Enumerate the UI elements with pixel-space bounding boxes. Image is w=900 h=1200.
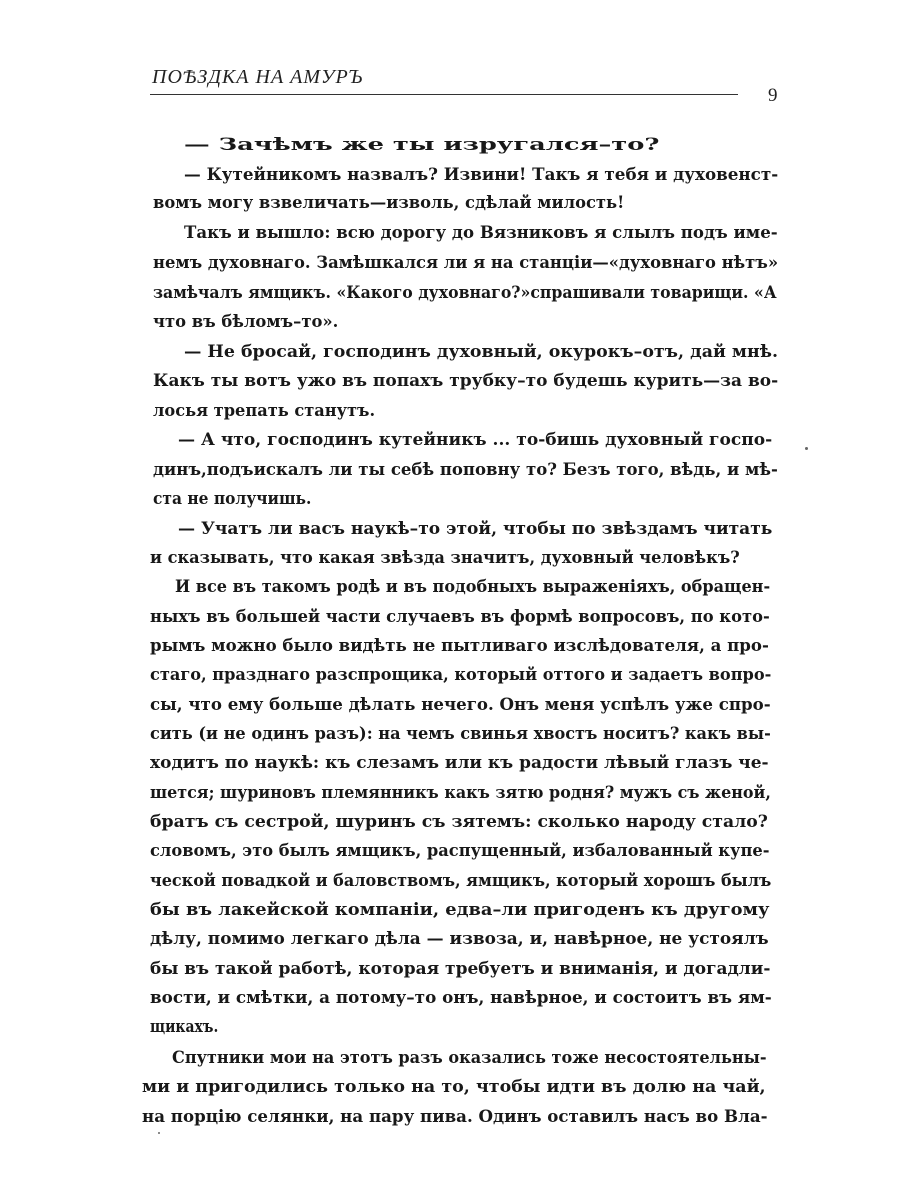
text-line: — А что, господинъ кутейникъ ... то-бишь духовный госпо- xyxy=(178,430,773,450)
text-line: словомъ, это былъ ямщикъ, распущенный, избалованный купе- xyxy=(150,841,770,861)
text-line: ходитъ по наукѣ: къ слезамъ или къ радости лѣвый глазъ че- xyxy=(150,753,769,773)
text-line: бы въ лакейской компаніи, едва–ли пригоденъ къ другому xyxy=(150,900,770,920)
text-line: ста не получишь. xyxy=(153,489,312,509)
text-line: братъ съ сестрой, шуринъ съ зятемъ: сколько народу стало? xyxy=(150,812,768,832)
text-line: шется; шуриновъ племянникъ какъ зятю родня? мужъ съ женой, xyxy=(150,783,771,803)
text-line: и сказывать, что какая звѣзда значитъ, духовный человѣкъ? xyxy=(150,548,740,568)
text-line: сы, что ему больше дѣлать нечего. Онъ меня успѣлъ уже спро- xyxy=(150,695,771,715)
text-line: рымъ можно было видѣть не пытливаго изслѣдователя, а про- xyxy=(150,636,769,656)
text-line: Такъ и вышло: всю дорогу до Вязниковъ я слылъ подъ име- xyxy=(184,223,778,243)
text-line: бы въ такой работѣ, которая требуетъ и вниманія, и догадли- xyxy=(150,959,771,979)
text-line: на порцію селянки, на пару пива. Одинъ оставилъ насъ во Вла- xyxy=(142,1107,768,1127)
text-line: Спутники мои на этотъ разъ оказались тоже несостоятельны- xyxy=(172,1048,767,1068)
text-line: вомъ могу взвеличать—изволь, сдѣлай милость! xyxy=(153,193,625,213)
text-line: стаго, празднаго разспрощика, который оттого и задаетъ вопро- xyxy=(150,665,772,685)
text-line: ныхъ въ большей части случаевъ въ формѣ вопросовъ, по кото- xyxy=(150,607,770,627)
text-line: дѣлу, помимо легкаго дѣла — извоза, и, навѣрное, не устоялъ xyxy=(150,929,769,949)
text-line: И все въ такомъ родѣ и въ подобныхъ выраженіяхъ, обращен- xyxy=(175,577,771,597)
text-line: — Не бросай, господинъ духовный, окурокъ–отъ, дай мнѣ. xyxy=(184,342,778,362)
page-number: 9 xyxy=(768,85,778,106)
text-line: замѣчалъ ямщикъ. «Какого духовнаго?»спрашивали товарищи. «А xyxy=(153,283,777,303)
text-line: Какъ ты вотъ ужо въ попахъ трубку–то будешь курить—за во- xyxy=(153,371,779,391)
text-line: динъ,подъискалъ ли ты себѣ поповну то? Безъ того, вѣдь, и мѣ- xyxy=(153,460,778,480)
text-line: сить (и не одинъ разъ): на чемъ свинья хвостъ носитъ? какъ вы- xyxy=(150,724,771,744)
print-speck xyxy=(805,447,808,450)
text-line: немъ духовнаго. Замѣшкался ли я на станціи—«духовнаго нѣтъ» xyxy=(153,253,779,273)
text-line: что въ бѣломъ–то». xyxy=(153,312,339,332)
running-head-title: ПОѢЗДКА НА АМУРЪ xyxy=(152,66,364,88)
text-line: — Кутейникомъ назвалъ? Извини! Такъ я тебя и духовенст- xyxy=(184,165,779,185)
text-line: лосья трепать станутъ. xyxy=(153,401,376,421)
text-line: — Зачѣмъ же ты изругался–то? xyxy=(184,135,660,155)
text-line: ческой повадкой и баловствомъ, ямщикъ, который хорошъ былъ xyxy=(150,871,772,891)
text-line: — Учатъ ли васъ наукѣ–то этой, чтобы по звѣздамъ читать xyxy=(178,519,773,539)
print-speck xyxy=(158,1132,160,1134)
text-line: щикахъ. xyxy=(150,1017,219,1037)
text-line: вости, и смѣтки, а потому–то онъ, навѣрное, и состоитъ въ ям- xyxy=(150,988,772,1008)
text-line: ми и пригодились только на то, чтобы идти въ долю на чай, xyxy=(142,1077,766,1097)
